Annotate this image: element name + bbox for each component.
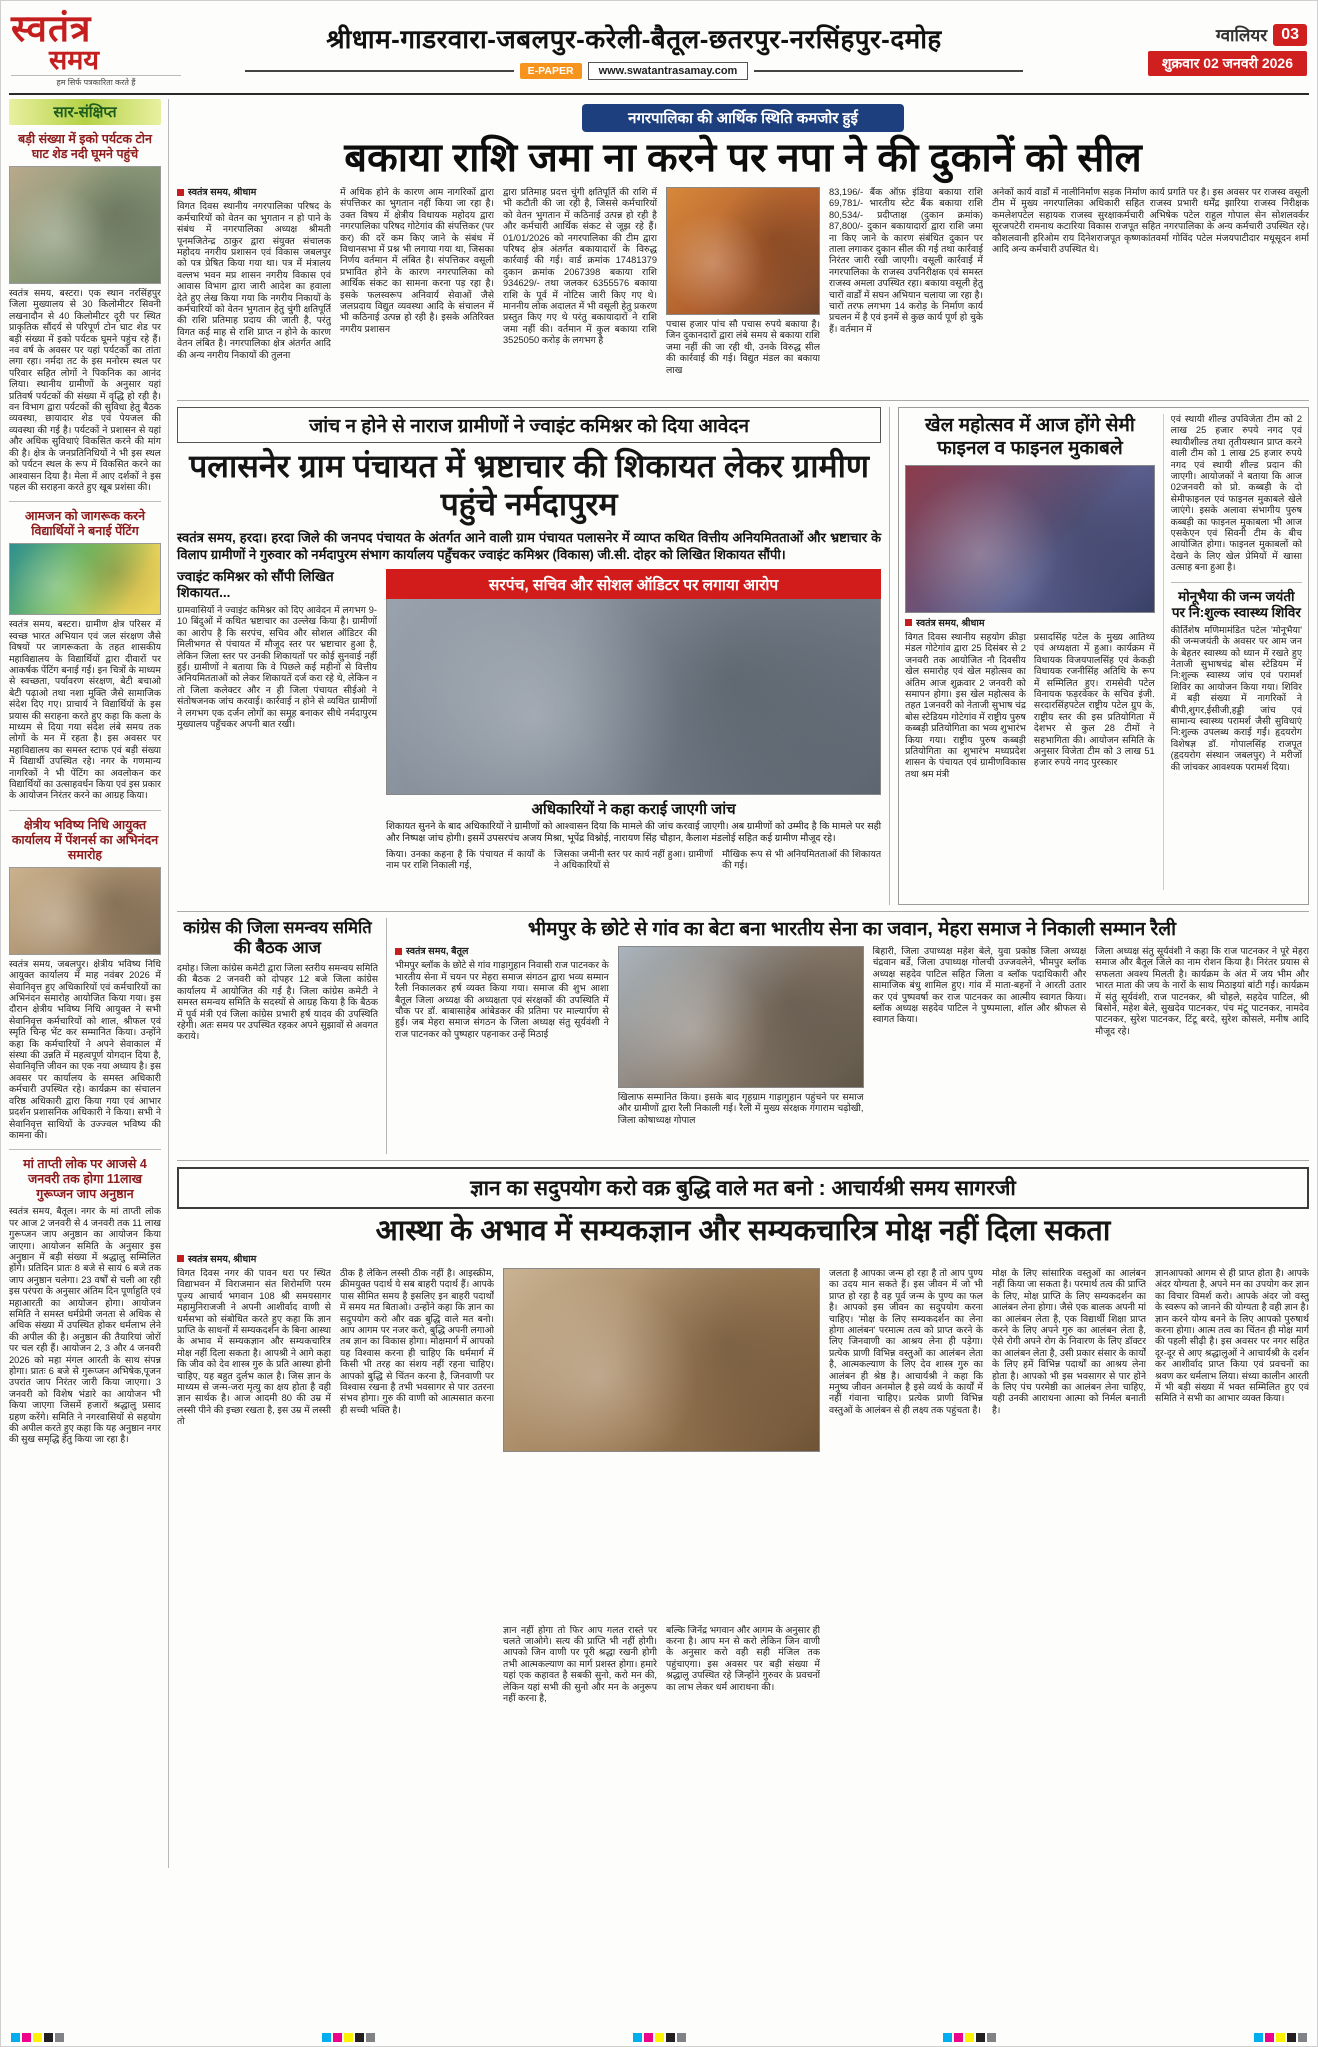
divider: [9, 810, 161, 811]
cmyk-strip: [633, 2033, 686, 2042]
masthead-right: [1057, 11, 1307, 88]
byline: [395, 946, 609, 957]
army-columns: [395, 946, 1309, 1154]
army-col-4: जिला अध्यक्ष संतु सूर्यवंशी ने कहा कि राज पाटनकर ने पूरे मेहरा समाज और बैतूल जिले का नाम रोशन किया है। निरंतर प्रयास से सफलता अवश्य मिलती है। कार्यक्रम के अंत में जय भीम और भारत माता की जय के नारों के साथ मिठाइयां बांटी गईं। कार्यक्रम में संतु सूर्यवंशी, राज पाटनकर, श्री चोहले, सहदेव पाटिल, श्री बिसोने, महेश बेले, सुखदेव पाटनकर, पंच मंटू पाटनकर, नामदेव पाटनकर, सुरेश पाटनकर, टिंटू बरदे, सुरेश कोसले, मनीष आदि मौजूद रहे।: [1095, 946, 1309, 1036]
divider: [9, 501, 161, 502]
palasner-caption-subhead: अधिकारियों ने कहा कराई जाएगी जांच: [531, 801, 736, 818]
sidebar-body: स्वतंत्र समय, बस्टरा। एक स्थान नरसिंहपुर जिला मुख्यालय से 30 किलोमीटर सिवनी लखनादौन से 40 किलोमीटर दूरी पर स्थित प्राकृतिक सौंदर्य से परिपूर्ण टोन घाट शेड पर बड़ी संख्या में इको पर्यटक घूमने पहुंच रहे हैं। नव वर्ष के अवसर पर यहां पर्यटकों का तांता लगा रहा। नर्मदा तट के इस मनोरम स्थल पर परिवार सहित लोगों ने पिकनिक का आनंद लिया। स्थानीय ग्रामीणों के अनुसार यहां प्रतिवर्ष पर्यटकों की संख्या में वृद्धि हो रही है। वन विभाग द्वारा पर्यटकों की सुविधा हेतु बैठक व्यवस्था, छायादार शेड एवं पेयजल की व्यवस्था की गई है। पर्यटकों ने प्रशासन से यहां और अधिक सुविधाएं विकसित करने की मांग की है। क्षेत्र के जनप्रतिनिधियों ने भी इस स्थल को पर्यटन स्थल के रूप में विकसित करने का आश्वासन दिया है। मेला में आए दर्शकों ने इस पहल की सराहना करते हुए खूब प्रशंसा की।: [9, 288, 161, 492]
edition-row: [1216, 23, 1307, 46]
lead-columns: [177, 187, 1309, 401]
byline-text: स्वतंत्र समय, बैतूल: [406, 946, 469, 957]
cmyk-strip: [943, 2033, 996, 2042]
acharya-under-photo-1: ज्ञान नहीं होगा तो फिर आप गलत रास्ते पर चलते जाओगे। सत्य की प्राप्ति भी नहीं होगी। आपको जिन वाणी पर पूरी श्रद्धा रखनी होगी तभी आत्मकल्याण का मार्ग प्रशस्त होगा। हमारे यहां एक कहावत है सबकी सुनो, करो मन की, लेकिन यहां सभी की सुनो और मन के अनुरूप नहीं करना है,: [503, 1624, 657, 1704]
army-story: [395, 918, 1309, 1154]
epaper-badge: E-PAPER: [520, 63, 582, 79]
monu-body: कीर्तिशेष मणिमामंडित पटेल 'मोनूभैया' की जन्मजयंती के अवसर पर आम जन के बेहतर स्वास्थ्य को ध्यान में रखते हुए नेताजी सुभाषचंद्र बोस स्टेडियम में नि:शुल्क स्वास्थ्य जांच एवं परामर्श शिविर का आयोजन किया गया। शिविर में बड़ी संख्या में नागरिकों ने बीपी,शुगर,ईसीजी,हड्डी जांच एवं सामान्य स्वास्थ्य परामर्श जैसी सुविधाएं नि:शुल्क उपलब्ध कराई गईं। हृदयरोग विशेषज्ञ डॉ. गोपालसिंह राजपूत (हृदयरोग संस्थान जबलपुर) ने मरीजों की जांचकर आवश्यक परामर्श दिया।: [1170, 624, 1302, 772]
edition-name: ग्वालियर: [1215, 26, 1268, 45]
byline-bullet-icon: [177, 189, 184, 196]
website-url: www.swatantrasamay.com: [588, 62, 749, 80]
sidebar-body: स्वतंत्र समय, बैतूल। नगर के मां ताप्ती लोक पर आज 2 जनवरी से 4 जनवरी तक 11 लाख गुरूप्जन जाप अनुष्ठान का आयोजन किया जाएगा। आयोजन समिति के अनुसार इस अनुष्ठान में बड़ी संख्या में श्रद्धालु सम्मिलित होंगे। प्रतिदिन प्रातः 8 बजे से सायं 6 बजे तक जाप अनुष्ठान चलेगा। 23 वर्षों से चली आ रही इस परंपरा के अनुसार अंतिम दिन पूर्णाहुति एवं महाआरती का आयोजन होगा। आयोजन समिति ने समस्त धर्मप्रेमी जनता से अधिक से अधिक संख्या में उपस्थित होकर धर्मलाभ लेने की अपील की है। अनुष्ठान की तैयारियां जोरों पर चल रही हैं। आयोजन 2, 3 और 4 जनवरी 2026 को महा मंगल आरती के साथ संपन्न होगा। प्रातः 6 बजे से गुरूप्जन अभिषेक,पूजन उपरांत जाप निरंतर जारी किया जाएगा। 3 जनवरी को विशेष भंडारे का आयोजन भी किया जाएगा जिसमें हजारों श्रद्धालु प्रसाद ग्रहण करेंगे। समिति ने नगरवासियों से सहयोग की अपील करते हुए कहा कि यह अनुष्ठान नगर की सुख समृद्धि हेतु किया जा रहा है।: [9, 1206, 161, 1445]
photo-sealed-shop: [666, 187, 820, 315]
palasner-foot-2: जिसका जमीनी स्तर पर कार्य नहीं हुआ। ग्रामीणों ने अधिकारियों से: [554, 849, 714, 871]
sports-col-2: प्रसादसिंह पटेल के मुख्य आतिथ्य एवं अध्यक्षता में हुआ। कार्यक्रम में विधायक विजयपालसिंह एवं केकड़ी विधायक रजनीसिंह अतिथि के रूप में सम्मिलित हुए। रामसेवी पटेल विनायक फड़रवेकर के सचिव इंजी. सरदारसिंहपटेल राष्ट्रीय पटेल ग्रुप के, राष्ट्रीय स्तर की इस प्रतियोगिता में देशभर से कुल 28 टीमों ने सहभागिता की। आयोजन समिति के अनुसार विजेता टीम को 3 लाख 51 हजार रुपये नगद पुरस्कार: [1033, 632, 1155, 768]
byline-text: स्वतंत्र समय, श्रीधाम: [916, 618, 985, 629]
lead-col-6: अनेकों कार्य वार्डों में नालीनिर्माण सड़क निर्माण कार्य प्रगति पर है। इस अवसर पर राजस्व वसूली टीम में मुख्य नगरपालिका अधिकारी सहित राजस्व प्रभारी धर्मेंद्र झारिया राजस्व निरीक्षक कमलेशपटेल सहायक राजस्व सुरक्षाकर्मचारी अभिषेक पटेल राहुल गोपाल सेन सोशलवर्कर सूरजपटेरी रामनाथ कटारिया विकास राजपूत सहित नगरपालिका के अन्य कर्मचारी उपस्थित रहे। कौशलवानी हरिओम राय दिनेशराजपूत कृष्णकांतवर्मा गोविंद पटेल मंजयपाटीदार मधूसूदन शर्मा आदि अन्य कर्मचारी उपस्थित थे।: [992, 187, 1309, 255]
lead-col-3: द्वारा प्रतिमाह प्रदत्त चुंगी क्षतिपूर्ति की राशि में भी कटौती की जा रही है, जिससे कर्मचारियों को वेतन भुगतान में कठिनाई उत्पन्न हो रही है और कर्मचारी आर्थिक संकट से जूझ रहे हैं। 01/01/2026 को नगरपालिका की टीम द्वारा परिषद क्षेत्र अंतर्गत बकायादारों के विरुद्ध कार्रवाई की गई। वार्ड क्रमांक 17481379 दुकान क्रमांक 2067398 बकाया राशि 934629/- तथा जलकर 6355576 बकाया राशि के पूर्व में नोटिस जारी किए गए थे। माननीय लोक अदालत में भी वसूली हेतु प्रकरण प्रस्तुत किए गए थे परंतु बकायादारों ने राशि जमा नहीं की। वर्तमान में कुल बकाया राशि 3525050 करोड़ के लगभग है: [503, 187, 657, 346]
photo-banner: सरपंच, सचिव और सोशल ऑडिटर पर लगाया आरोप: [386, 569, 881, 599]
palasner-story: [177, 407, 890, 905]
byline: [905, 616, 1155, 629]
cmyk-strip: [1254, 2033, 1307, 2042]
sidebar-headline: बड़ी संख्या में इको पर्यटक टोन घाट शेड नदी घूमने पहुंचे: [18, 132, 152, 161]
sports-main: [905, 414, 1155, 890]
byline-bullet-icon: [177, 1255, 184, 1262]
cmyk-strip: [322, 2033, 375, 2042]
congress-story: [177, 918, 387, 1154]
palasner-caption: शिकायत सुनने के बाद अधिकारियों ने ग्रामीणों को आश्वासन दिया कि मामले की जांच करवाई जाएगी। अब ग्रामीणों को उम्मीद है कि मामले पर सही और निष्पक्ष जांच होगी। इसमें उपसरपंच अजय मिश्रा, भूपेंद्र विश्नोई, नारायण सिंह चौहान, कैलाश मंडलोई सहित कई ग्रामीण मौजूद रहे।: [386, 821, 882, 844]
main-content: [177, 99, 1309, 1868]
lead-story: [177, 104, 1309, 401]
sidebar-body: स्वतंत्र समय, बस्टरा। ग्रामीण क्षेत्र परिसर में स्वच्छ भारत अभियान एवं जल संरक्षण जैसे विषयों पर जागरूकता के तहत शासकीय महाविद्यालय के विद्यार्थियों द्वारा दीवारों पर आकर्षक पेंटिंग बनाई गई। इन चित्रों के माध्यम से स्वच्छता, पर्यावरण संरक्षण, बेटी बचाओ बेटी पढ़ाओ तथा नशा मुक्ति जैसे सामाजिक संदेश दिए गए। प्राचार्य ने विद्यार्थियों के इस प्रयास की सराहना करते हुए कहा कि कला के माध्यम से दिया गया संदेश लंबे समय तक लोगों के मन में रहता है। इस अवसर पर महाविद्यालय का समस्त स्टाफ एवं बड़ी संख्या में विद्यार्थी उपस्थित रहे। नगर के गणमान्य नागरिकों ने भी पेंटिंग का अवलोकन कर विद्यार्थियों का उत्साहवर्धन किया एवं इस प्रकार के आयोजन निरंतर करने का आग्रह किया।: [9, 619, 161, 801]
sidebar-story-pensioners: [9, 818, 161, 1142]
logo-line2: समय: [49, 45, 100, 75]
army-col-3: बिहारी, जिला उपाध्यक्ष महेश बेले, युवा प्रकोष्ठ जिला अध्यक्ष चंद्रवान बर्डे, जिला उपाध्यक्ष गोलची उज्जवलेने, भीमपुर ब्लॉक अध्यक्ष सहदेव पाटिल सहित जिला व ब्लॉक पदाधिकारी और सामाजिक बंधु शामिल हुए। गांव में माता-बहनों ने आरती उतार कर एवं पुष्पवर्षा कर राज पाटनकर का आत्मीय स्वागत किया। ब्लॉक अध्यक्ष सहदेव पाटिल ने पुष्पमाला, शॉल और श्रीफल से स्वागत किया।: [872, 946, 1087, 1025]
print-registration-marks: [1, 2033, 1317, 2042]
army-col-1: [395, 946, 609, 1154]
acharya-col-7: ज्ञानआपको आगम से ही प्राप्त होता है। आपके अंदर योग्यता है, अपने मन का उपयोग कर ज्ञान का विचार विमर्श करो। आपके अंदर जो वस्तु के स्वरूप को जानने की योग्यता है वही ज्ञान है। ज्ञान करने योग्य बनने के लिए आपको पुरुषार्थ करना होगा। आत्म तत्व का चिंतन ही मोक्ष मार्ग की पहली सीढ़ी है। इस अवसर पर नगर सहित दूर-दूर से आए श्रद्धालुओं ने आचार्यश्री के दर्शन कर आशीर्वाद प्राप्त किया एवं प्रवचनों का श्रवण कर धर्मलाभ लिया। संध्या कालीन आरती में भी बड़ी संख्या में भक्त सम्मिलित हुए एवं समिति ने सभी का आभार व्यक्त किया।: [1155, 1268, 1309, 1404]
photo-honor-rally: [618, 946, 864, 1088]
byline-bullet-icon: [905, 619, 912, 626]
divider-line: [245, 70, 514, 72]
photo-students-painting: [9, 543, 161, 615]
byline-bullet-icon: [395, 948, 402, 955]
date-bar: शुक्रवार 02 जनवरी 2026: [1148, 51, 1307, 76]
page-number: 03: [1273, 24, 1307, 46]
sports-col-1: विगत दिवस स्थानीय सहयोग क्रीड़ा मंडल गोटेगांव द्वारा 25 दिसंबर से 2 जनवरी तक आयोजित नौ दिवसीय खेल समारोह एवं खेल महोत्सव का अंतिम आज शुक्रवार 2 जनवरी को समापन होगा। इस खेल महोत्सव के तहत 1जनवरी को नेताजी सुभाष चंद्र बोस स्टेडियम गोटेगांव में राष्ट्रीय पुरुष कब्बड़ी प्रतियोगिता का भव्य शुभारंभ किया गया। राष्ट्रीय पुरुष कब्बड़ी प्रतियोगिता का शुभारंभ मध्यप्रदेश शासन के पंचायत एवं ग्रामीणविकास तथा श्रम मंत्री: [905, 632, 1026, 779]
sports-story: [898, 407, 1309, 905]
tagline: हम सिर्फ पत्रकारिता करते हैं: [11, 75, 181, 88]
sidebar-headline: आमजन को जागरूक करने विद्यार्थियों ने बनाई पेंटिंग: [24, 509, 146, 539]
masthead: [9, 7, 1309, 95]
sidebar-briefs: [9, 99, 169, 1868]
lead-under-photo-text: पचास हजार पांच सौ पचास रुपये बकाया है। जिन दुकानदारों द्वारा लंबे समय से बकाया राशि जमा नहीं की जा रही थी, उनके विरुद्ध सील की कार्रवाई की गई। विद्युत मंडल का बकाया लाख: [666, 319, 820, 375]
congress-headline: कांग्रेस की जिला समन्वय समिति की बैठक आज: [183, 919, 372, 957]
army-col-text: भीमपुर ब्लॉक के छोटे से गांव गाड़ागुहान निवासी राज पाटनकर के भारतीय सेना में चयन पर मेहरा समाज संगठन द्वारा भव्य सम्मान रैली निकालकर हर्ष व्यक्त किया गया। समाज की शुभ आशा बैतूल जिला अध्यक्ष की अध्यक्षता एवं संरक्षकों की उपस्थिति में चौक पर डॉ. बाबासाहेब आंबेडकर की प्रतिमा पर माल्यार्पण से हुई। जब मेहरा समाज संगठन के जिला अध्यक्ष संतु सूर्यवंशी ने राज पाटनकर को पुष्पहार पहनाकर उन्हें मिठाई: [395, 960, 609, 1039]
masthead-center: [211, 11, 1057, 88]
sidebar-header: सार-संक्षिप्त: [9, 99, 161, 125]
edition-cities: श्रीधाम-गाडरवारा-जबलपुर-करेली-बैतूल-छतरपुर-नरसिंहपुर-दमोह: [326, 23, 942, 54]
palasner-foot-1: किया। उनका कहना है कि पंचायत में कार्यों के नाम पर राशि निकाली गई,: [386, 849, 546, 871]
epaper-row: [245, 62, 1023, 80]
cmyk-strip: [11, 2033, 64, 2042]
palasner-subhead: ज्वाइंट कमिश्नर को सौंपी लिखित शिकायत...: [177, 569, 334, 600]
byline-text: स्वतंत्र समय, श्रीधाम: [188, 1254, 257, 1265]
palasner-kicker: जांच न होने से नाराज ग्रामीणों ने ज्वाइंट कमिश्नर को दिया आवेदन: [177, 407, 881, 443]
acharya-col-2: ठीक है लेकिन लस्सी ठीक नहीं है। आइस्क्रीम, क्रीमयुक्त पदार्थ ये सब बाहरी पदार्थ हैं। आपके पास सीमित समय है इसलिए इन बाहरी पदार्थों में समय मत बिताओ। उन्होंने कहा कि ज्ञान का सदुपयोग करो और वक्र बुद्धि वाले मत बनो। आप आगम पर नजर करो, बुद्धि अपनी लगाओ तब ज्ञान का विकास होगा। मोक्षमार्ग में आपको यह विश्वास करना ही चाहिए कि धर्ममार्ग में किसी भी तरह का संशय नहीं रहना चाहिए। आपको बुद्धि से चिंतन करना है, जिनवाणी पर विश्वास रखना है तभी भवसागर से पार उतरना संभव होगा। गुरु की वाणी को आत्मसात करना ही सच्ची भक्ति है।: [340, 1268, 494, 1415]
acharya-col-1: विगत दिवस नगर की पावन धरा पर स्थित विद्याभवन में विराजमान संत शिरोमणि परम पूज्य आचार्य भगवान 108 श्री समयसागर महामुनिराजजी ने अपनी आशीर्वाद वाणी से धर्मसभा को संबोधित करते हुए कहा कि ज्ञान प्राप्ति के साधनों में सम्यकदर्शन के बिना आस्था के अभाव में सम्यकज्ञान और सम्यकचारित्र मोक्ष नहीं दिला सकता है। आपश्री ने आगे कहा कि जीव को देव शास्त्र गुरु के प्रति आस्था होनी चाहिए, यह बहुत दुर्लभ काल है। जिस ज्ञान के माध्यम से जन्म-जरा मृत्यु का क्षय होता है वही ज्ञान सार्थक है। आज आदमी 80 की उम्र में लस्सी पीने की इच्छा रखता है, इस उम्र में लस्सी तो: [177, 1268, 331, 1427]
sports-columns: [905, 632, 1155, 890]
byline-text: स्वतंत्र समय, श्रीधाम: [188, 187, 257, 198]
photo-villagers-office: [386, 599, 881, 795]
army-below-photo: खिलाफ सम्मानित किया। इसके बाद गृहग्राम गाड़ागुहान पहुंचने पर समाज और ग्रामीणों द्वारा रैली निकाली गई। रैली में मुख्य संरक्षक गंगाराम चढ़ोखी, जिला कोषाध्यक्ष गोपाल: [617, 1092, 864, 1125]
congress-body: दमोह। जिला कांग्रेस कमेटी द्वारा जिला स्तरीय समन्वय समिति की बैठक 2 जनवरी को दोपहर 12 बजे जिला कांग्रेस कार्यालय में आयोजित की गई है। जिला कांग्रेस कमेटी ने समस्त समन्वय समिति के सदस्यों से आग्रह किया है कि बैठक में पूर्व मंत्री एवं जिला कांग्रेस प्रभारी हर्ष यादव की उपस्थिति रहेगी। अतः समय पर उपस्थित रहकर अपने सुझावों से अवगत कराये।: [177, 963, 378, 1042]
photo-eco-tourists: [9, 166, 161, 284]
lead-kicker: नगरपालिका की आर्थिक स्थिति कमजोर हुई: [582, 104, 904, 132]
palasner-left-column: [177, 569, 377, 905]
army-headline: भीमपुर के छोटे से गांव का बेटा बना भारतीय सेना का जवान, मेहरा समाज ने निकाली सम्मान रैली: [527, 919, 1177, 940]
acharya-headline: आस्था के अभाव में सम्यकज्ञान और सम्यकचारित्र मोक्ष नहीं दिला सकता: [375, 1215, 1111, 1247]
sidebar-story-painting: [9, 509, 161, 802]
acharya-columns: [177, 1268, 1309, 1868]
palasner-intro: स्वतंत्र समय, हरदा। हरदा जिले की जनपद पंचायत के अंतर्गत आने वाली ग्राम पंचायत पलासनेर में व्याप्त कथित वित्तीय अनियमितताओं और भ्रष्टाचार के विलाप ग्रामीणों ने गुरुवार को नर्मदापुरम संभाग कार्यालय पहुँचकर ज्वाइंट कमिश्नर (विकास) जी.सी. दोहर को लिखित शिकायत सौंपी।: [177, 530, 882, 562]
sidebar-headline: क्षेत्रीय भविष्य निधि आयुक्त कार्यालय में पेंशनर्स का अभिनंदन समारोह: [11, 817, 159, 862]
sidebar-story-tapti-jaap: [9, 1157, 161, 1446]
sidebar-body: स्वतंत्र समय, जबलपुर। क्षेत्रीय भविष्य निधि आयुक्त कार्यालय में माह नवंबर 2026 में सेवानिवृत्त हुए अधिकारियों एवं कर्मचारियों का अभिनंदन समारोह आयोजित किया गया। इस दौरान क्षेत्रीय भविष्य निधि आयुक्त ने सभी सेवानिवृत्त कर्मचारियों को शाल, श्रीफल एवं स्मृति चिन्ह भेंट कर सम्मानित किया। उन्होंने कहा कि कर्मचारियों ने अपने सेवाकाल में संस्था की उन्नति में महत्वपूर्ण योगदान दिया है, सेवानिवृत्ति जीवन का एक नया अध्याय है। इस अवसर पर कार्यालय के समस्त अधिकारी कर्मचारी उपस्थित रहे। कार्यक्रम का संचालन वरिष्ठ अधिकारी द्वारा किया गया एवं आभार प्रदर्शन प्रशासनिक अधिकारी ने किया। सभी ने सेवानिवृत्त साथियों के उज्ज्वल भविष्य की कामना की।: [9, 958, 161, 1140]
logo-line1: स्वतंत्र: [11, 8, 92, 49]
photo-pensioners-ceremony: [9, 867, 161, 955]
byline: [177, 1252, 1309, 1265]
lead-col-5: 83,196/- बैंक ऑफ़ इंडिया बकाया राशि 69,781/- भारतीय स्टेट बैंक बकाया राशि 80,534/- प्रदीप्ताक्ष (दुकान क्रमांक) 87,800/- दुकान बकायादारों द्वारा राशि जमा ना किए जाने के कारण संबंधित दुकान पर ताला लगाकर दुकान सील की गई तथा कार्रवाई निरंतर जारी रखी जाएगी। वसूली कार्रवाई में नगरपालिका के राजस्व उपनिरीक्षक एवं समस्त राजस्व अमला उपस्थित रहा। बकाया वसूली हेतु चारों वार्डों में सघन अभियान चलाया जा रहा है। चारों तरफ लगभग 14 करोड़ के निर्माण कार्य प्रचलन में है एवं इनमें से कुछ कार्य पूर्ण हो चुके हैं। वर्तमान में: [829, 187, 983, 334]
acharya-banner: ज्ञान का सदुपयोग करो वक्र बुद्धि वाले मत बनो : आचार्यश्री समय सागरजी: [177, 1167, 1309, 1209]
lead-col-1: [177, 187, 331, 394]
divider-line: [754, 70, 1023, 72]
sports-side-column: [1163, 414, 1302, 890]
byline: [177, 187, 331, 198]
sports-side-text: एवं स्थायी शील्ड उपविजेता टीम को 2 लाख 25 हजार रुपये नगद एवं स्थायीशील्ड तथा तृतीयस्थान प्राप्त करने वाली टीम को 1 लाख 25 हजार रुपये नगद एवं स्थायी शील्ड प्रदान की जाएगी। आयोजकों ने बताया कि आज 02जनवरी को प्रो. कब्बड़ी के दो सेमीफाइनल एवं फाइनल मुकाबले खेले जाएंगे। इसके अलावा संभागीय पुरुष कब्बड़ी का फाइनल मुकाबला भी आज एसकेएन एवं सिवनी टीम के बीच आयोजित होगा। फाइनल मुकाबलों को देखने के लिए खेल प्रेमियों में खासा उत्साह बना हुआ है।: [1170, 414, 1302, 573]
acharya-story: [177, 1167, 1309, 1868]
sports-headline: खेल महोत्सव में आज होंगे सेमी फाइनल व फाइनल मुकाबले: [925, 415, 1135, 459]
monu-headline: मोनूभैया की जन्म जयंती पर नि:शुल्क स्वास्थ्य शिविर: [1171, 582, 1302, 621]
newspaper-logo: [11, 8, 211, 88]
palasner-headline: पलासनेर ग्राम पंचायत में भ्रष्टाचार की शिकायत लेकर ग्रामीण पहुंचे नर्मदापुरम: [189, 448, 870, 522]
palasner-left-body: ग्रामवासियों ने ज्वाइंट कमिश्नर को दिए आवेदन में लगभग 9-10 बिंदुओं में कथित भ्रष्टाचार का उल्लेख किया है। ग्रामीणों का आरोप है कि सरपंच, सचिव और सोशल ऑडिटर की मिलीभगत से पंचायत में मौजूद स्तर पर भ्रष्टाचार हुआ है, लेकिन जिला स्तर पर उनकी शिकायतों पर कोई सुनवाई नहीं हुई। ग्रामीणों ने बताया कि वे पिछले कई महीनों से वित्तीय अनियमितताओं को लेकर शिकायतें दर्ज करा रहे थे, लेकिन न तो जिला कलेक्टर और न ही जिला पंचायत सीईओ ने संतोषजनक जांच करवाई। कार्रवाई न होने से व्यथित ग्रामीणों ने लगभग एक दर्जन लोगों का समूह बनाकर सीधे नर्मदापुरम मुख्यालय पहुँचकर अपनी बात रखी।: [177, 605, 377, 730]
photo-acharya-discourse: [503, 1268, 820, 1452]
acharya-col-6: मोक्ष के लिए सांसारिक वस्तुओं का आलंबन नहीं किया जा सकता है। परमार्थ तत्व की प्राप्ति के लिए, मोक्ष प्राप्ति के लिए सम्यकदर्शन का आलंबन लेना होगा। जैसे एक बालक अपनी मां का आलंबन लेता है, एक विद्यार्थी शिक्षा प्राप्त करने के लिए अपने गुरु का आलंबन लेता है, ऐसे रोगी अपने रोग के निवारण के लिए डॉक्टर का आलंबन लेता है, उसी प्रकार संसार के कार्यों के लिए हमें विभिन्न पदार्थों का आश्रय लेना होता है। आपको भी इस भवसागर से पार होने के लिए पंच परमेष्ठी का आलंबन लेना चाहिए, यही उनकी आराधना आत्मा को निर्मल बनाती है।: [992, 1268, 1146, 1415]
lead-photo-cell: [666, 187, 820, 394]
divider: [9, 1149, 161, 1150]
palasner-photo-block: [386, 569, 881, 905]
acharya-under-photo-2: बल्कि जिनेंद्र भगवान और आगम के अनुसार ही करना है। आप मन से करो लेकिन जिन वाणी के अनुसार करो वही सही मंजिल तक पहुंचाएगा। इस अवसर पर बड़ी संख्या में श्रद्धालु उपस्थित रहे जिन्होंने गुरुवर के प्रवचनों का लाभ लेकर धर्म आराधना की।: [666, 1624, 820, 1692]
palasner-foot-3: मौखिक रूप से भी अनियमितताओं की शिकायत की गई।: [722, 849, 882, 871]
acharya-col-5: जलता है आपका जन्म हो रहा है तो आप पुण्य का उदय मान सकते हैं। इस जीवन में जो भी प्राप्त हो रहा है वह पूर्व जन्म के पुण्य का फल है। आपको इस जीवन का सदुपयोग करना चाहिए। 'मोक्ष के लिए सम्यकदर्शन का लेना होगा आलंबन' परमात्म तत्व को प्राप्त करने के लिए जिनवाणी का आश्रय लेना ही पड़ेगा। प्रत्येक प्राणी विभिन्न वस्तुओं का आलंबन लेता है, आत्मकल्याण के लिए देव शास्त्र गुरु का आलंबन ही श्रेष्ठ है। आचार्यश्री ने कहा कि मनुष्य जीवन अनमोल है इसे व्यर्थ के कार्यों में नहीं गंवाना चाहिए। प्रत्येक प्राणी विभिन्न वस्तुओं के आलंबन से ही लक्ष्य तक पहुंचता है।: [829, 1268, 983, 1415]
army-photo-cell: [618, 946, 864, 1154]
lead-col-text: विगत दिवस स्थानीय नगरपालिका परिषद के कर्मचारियों को वेतन का भुगतान न हो पाने के संबंध में नगरपालिका अध्यक्ष श्रीमती पूनमजितेन्द्र ठाकुर द्वारा संयुक्त संचालक महोदय नगरीय प्रशासन एवं विकास जबलपुर को पत्र प्रेषित किया गया था। पत्र में मंत्रालय वल्लभ भवन मप्र शासन नगरीय विकास एवं आवास विभाग द्वारा जारी आदेश का हवाला देते हुए लेख किया गया कि नगरीय निकायों के कर्मचारियों को वेतन भुगतान हेतु चुंगी क्षतिपूर्ति की राशि प्रतिमाह प्रदाय की जाती है, परंतु विगत कई माह से राशि प्राप्त न होने के कारण वेतन लंबित है। नगरपालिका क्षेत्र अंतर्गत आदि की अन्य नगरीय निकायों की तुलना: [177, 201, 331, 360]
sidebar-story-eco-tourists: [9, 132, 161, 493]
photo-sports-meet: [905, 465, 1155, 613]
lead-headline: बकाया राशि जमा ना करने पर नपा ने की दुकानें को सील: [344, 136, 1142, 180]
sidebar-headline: मां ताप्ती लोक पर आजसे 4 जनवरी तक होगा 11लाख गुरूप्जन जाप अनुष्ठान: [23, 1157, 147, 1202]
lead-col-2: में अधिक होने के कारण आम नागरिकों द्वारा संपत्तिकर का भुगतान नहीं किया जा रहा है। उक्त विषय में क्षेत्रीय विधायक महोदय द्वारा नगरपालिका परिषद गोटेगांव की संपत्तिकर (पर कर) की दरें कम किए जाने के संबंध में विधानसभा में प्रश्न भी लगाया गया था, जिसका निर्णय वर्तमान में लंबित है। संपत्तिकर वसूली प्रभावित होने के कारण नगरपालिका को आर्थिक संकट का सामना करना पड़ रहा है। इसके फलस्वरूप अनिवार्य सेवाओं जैसे जलप्रदाय विद्युत व्यवस्था आदि के संचालन में भी कठिनाई उत्पन्न हो रही है। इसके अतिरिक्त नगरीय प्रशासन: [340, 187, 494, 334]
palasner-foot-columns: [386, 849, 881, 872]
